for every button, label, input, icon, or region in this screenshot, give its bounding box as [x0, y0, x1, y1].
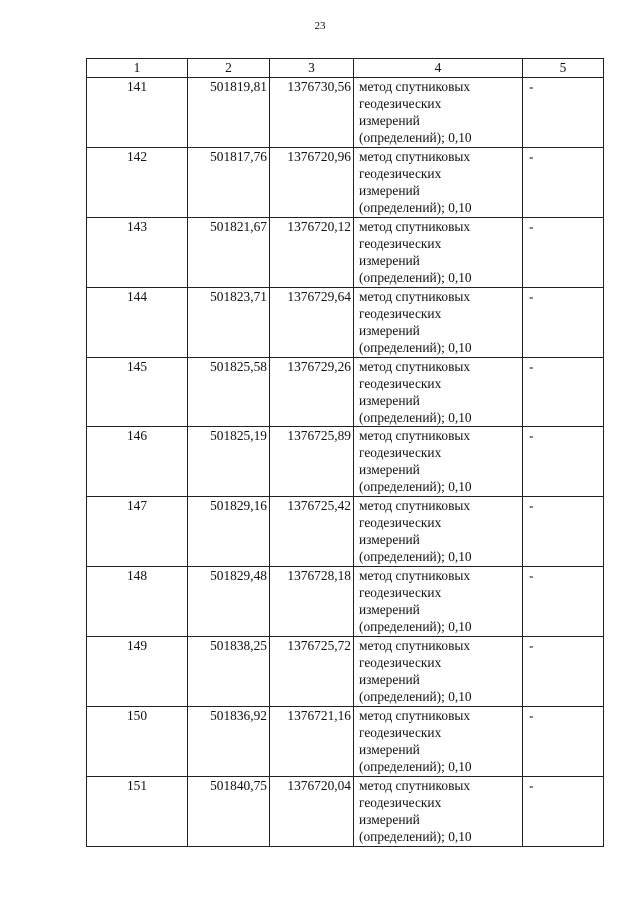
point-number-cell: 143: [87, 217, 188, 287]
note-cell: -: [523, 567, 604, 637]
method-cell: [354, 357, 523, 427]
table-row: [87, 567, 604, 637]
point-number-cell: 144: [87, 287, 188, 357]
x-coordinate-cell: 501825,58: [188, 357, 270, 427]
y-coordinate-cell: 1376721,16: [270, 707, 354, 777]
method-line: (определений); 0,10: [359, 619, 472, 635]
method-line: измерений: [359, 462, 420, 478]
method-line: (определений); 0,10: [359, 269, 472, 285]
point-number-cell: 150: [87, 707, 188, 777]
table-row: [87, 217, 604, 287]
method-line: (определений); 0,10: [359, 130, 472, 145]
note-cell: -: [523, 78, 604, 148]
y-coordinate-cell: 1376720,96: [270, 147, 354, 217]
method-line: метод спутниковых: [359, 638, 471, 654]
point-number-cell: 142: [87, 147, 188, 217]
method-line: измерений: [359, 532, 420, 548]
method-line: геодезических: [359, 96, 442, 111]
column-header-1: 1: [87, 59, 188, 78]
y-coordinate-cell: 1376725,72: [270, 637, 354, 707]
method-line: метод спутниковых: [359, 148, 471, 164]
method-line: геодезических: [359, 235, 442, 251]
method-line: (определений); 0,10: [359, 828, 472, 844]
column-header-3: 3: [270, 59, 354, 78]
y-coordinate-cell: 1376725,42: [270, 497, 354, 567]
y-coordinate-cell: 1376720,12: [270, 217, 354, 287]
method-line: геодезических: [359, 165, 442, 181]
note-cell: -: [523, 147, 604, 217]
method-line: геодезических: [359, 305, 442, 321]
table-row: [87, 357, 604, 427]
y-coordinate-cell: 1376720,04: [270, 776, 354, 846]
y-coordinate-cell: 1376729,64: [270, 287, 354, 357]
table-row: [87, 78, 604, 148]
method-line: геодезических: [359, 655, 442, 671]
note-cell: -: [523, 637, 604, 707]
method-line: измерений: [359, 392, 420, 408]
method-line: геодезических: [359, 725, 442, 741]
method-cell: [354, 78, 523, 148]
method-line: (определений); 0,10: [359, 199, 472, 215]
note-cell: -: [523, 776, 604, 846]
point-number-cell: 151: [87, 776, 188, 846]
table-row: [87, 497, 604, 567]
table-row: [87, 637, 604, 707]
page-number: 23: [314, 20, 326, 32]
method-line: геодезических: [359, 515, 442, 531]
method-cell: [354, 427, 523, 497]
y-coordinate-cell: 1376729,26: [270, 357, 354, 427]
method-line: метод спутниковых: [359, 428, 471, 444]
method-line: (определений); 0,10: [359, 479, 472, 495]
point-number-cell: 147: [87, 497, 188, 567]
y-coordinate-cell: 1376730,56: [270, 78, 354, 148]
note-cell: -: [523, 427, 604, 497]
coordinates-table: [86, 58, 604, 847]
method-cell: [354, 287, 523, 357]
x-coordinate-cell: 501819,81: [188, 78, 270, 148]
method-line: измерений: [359, 322, 420, 338]
x-coordinate-cell: 501840,75: [188, 776, 270, 846]
method-line: метод спутниковых: [359, 79, 471, 94]
method-line: измерений: [359, 182, 420, 198]
method-line: геодезических: [359, 375, 442, 391]
column-header-2: 2: [188, 59, 270, 78]
method-line: метод спутниковых: [359, 777, 471, 793]
x-coordinate-cell: 501823,71: [188, 287, 270, 357]
method-line: (определений); 0,10: [359, 409, 472, 425]
note-cell: -: [523, 287, 604, 357]
point-number-cell: 145: [87, 357, 188, 427]
x-coordinate-cell: 501829,48: [188, 567, 270, 637]
x-coordinate-cell: 501829,16: [188, 497, 270, 567]
method-cell: [354, 707, 523, 777]
method-line: измерений: [359, 811, 420, 827]
table-row: [87, 147, 604, 217]
method-line: геодезических: [359, 794, 442, 810]
column-header-4: 4: [354, 59, 523, 78]
point-number-cell: 149: [87, 637, 188, 707]
note-cell: -: [523, 497, 604, 567]
point-number-cell: 148: [87, 567, 188, 637]
note-cell: -: [523, 217, 604, 287]
method-line: (определений); 0,10: [359, 689, 472, 705]
method-line: метод спутниковых: [359, 498, 471, 514]
method-line: измерений: [359, 113, 420, 128]
method-line: геодезических: [359, 445, 442, 461]
x-coordinate-cell: 501838,25: [188, 637, 270, 707]
method-line: измерений: [359, 742, 420, 758]
method-cell: [354, 567, 523, 637]
method-cell: [354, 147, 523, 217]
table-row: [87, 707, 604, 777]
note-cell: -: [523, 707, 604, 777]
x-coordinate-cell: 501821,67: [188, 217, 270, 287]
method-cell: [354, 776, 523, 846]
table-row: [87, 427, 604, 497]
method-cell: [354, 497, 523, 567]
method-line: измерений: [359, 602, 420, 618]
y-coordinate-cell: 1376725,89: [270, 427, 354, 497]
method-line: метод спутниковых: [359, 288, 471, 304]
method-line: измерений: [359, 672, 420, 688]
method-line: метод спутниковых: [359, 708, 471, 724]
table-row: [87, 776, 604, 846]
x-coordinate-cell: 501836,92: [188, 707, 270, 777]
table-header-row: [87, 59, 604, 78]
method-line: (определений); 0,10: [359, 759, 472, 775]
method-line: геодезических: [359, 585, 442, 601]
column-header-5: 5: [523, 59, 604, 78]
method-cell: [354, 637, 523, 707]
x-coordinate-cell: 501817,76: [188, 147, 270, 217]
method-line: метод спутниковых: [359, 358, 471, 374]
method-line: (определений); 0,10: [359, 549, 472, 565]
method-cell: [354, 217, 523, 287]
table-body: [87, 78, 604, 847]
note-cell: -: [523, 357, 604, 427]
method-line: метод спутниковых: [359, 568, 471, 584]
method-line: измерений: [359, 252, 420, 268]
x-coordinate-cell: 501825,19: [188, 427, 270, 497]
y-coordinate-cell: 1376728,18: [270, 567, 354, 637]
point-number-cell: 146: [87, 427, 188, 497]
table-row: [87, 287, 604, 357]
point-number-cell: 141: [87, 78, 188, 148]
method-line: метод спутниковых: [359, 218, 471, 234]
method-line: (определений); 0,10: [359, 339, 472, 355]
